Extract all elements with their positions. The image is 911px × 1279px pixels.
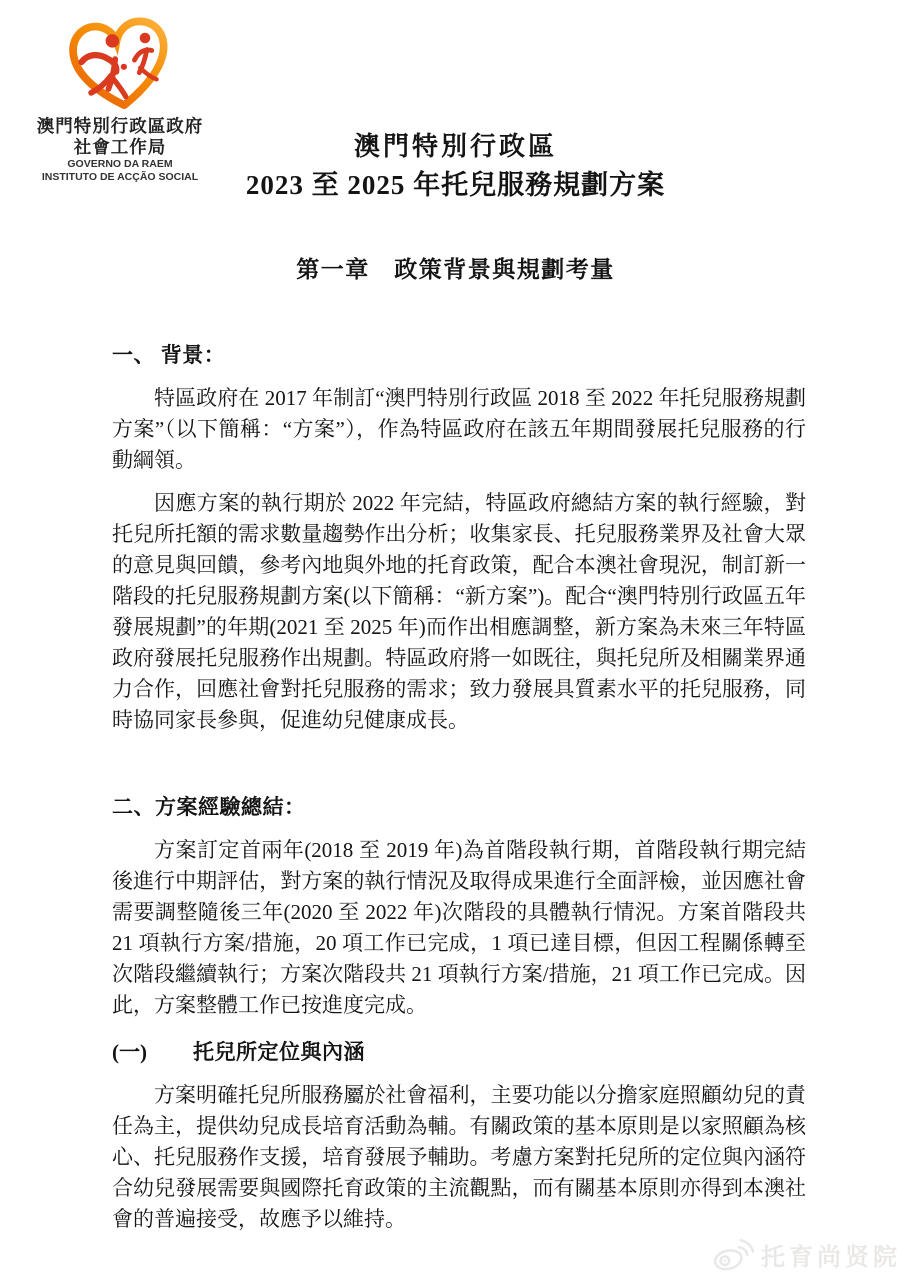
- subsection-1-title: 托兒所定位與內涵: [193, 1040, 365, 1064]
- issuer-logo-block: [28, 12, 212, 183]
- org-name-chinese-line1: 澳門特別行政區政府: [36, 116, 204, 136]
- org-name-portuguese-line1: GOVERNO DA RAEM: [67, 158, 173, 170]
- section-1-paragraph-1: 特區政府在 2017 年制訂“澳門特別行政區 2018 至 2022 年托兒服務規劃方案”（以下簡稱：“方案”），作為特區政府在該五年期間發展托兒服務的行動綱領。: [112, 386, 806, 472]
- org-name-portuguese-line2: INSTITUTO DE ACÇÃO SOCIAL: [41, 170, 199, 183]
- weibo-icon: [712, 1236, 754, 1272]
- chapter-heading: 第一章 政策背景與規劃考量: [296, 257, 615, 282]
- subsection-1-number: (一): [112, 1040, 147, 1064]
- subsection-1-heading: [112, 1037, 806, 1068]
- watermark-text: 托育尚贤院: [761, 1243, 901, 1271]
- document-title-region: 澳門特別行政區: [353, 132, 557, 161]
- watermark: [712, 1236, 901, 1272]
- section-1-heading: 一、 背景：: [112, 343, 226, 367]
- section-1-paragraph-2: 因應方案的執行期於 2022 年完結，特區政府總結方案的執行經驗，對托兒所托額的需求數量趨勢作出分析；收集家長、托兒服務業界及社會大眾的意見與回饋，參考內地與外地的托育政策，配合本澳社會現況，制訂新一階段的托兒服務規劃方案(以下簡稱：“新方案”)。配合“澳門特別行政區五年發展規劃”的年期(2021 至 2025 年)而作出相應調整，新方案為未來三年特區政府發展托兒服務作出規劃。特區政府將一如既往，與托兒所及相關業界通力合作，回應社會對托兒服務的需求；致力發展具質素水平的托兒服務，同時協同家長參與，促進幼兒健康成長。: [112, 491, 806, 732]
- subsection-1-paragraph-1: 方案明確托兒所服務屬於社會福利，主要功能以分擔家庭照顧幼兒的責任為主，提供幼兒成長培育活動為輔。有關政策的基本原則是以家照顧為核心、托兒服務作支援，培育發展予輔助。考慮方案對托兒所的定位與內涵符合幼兒發展需要與國際托育政策的主流觀點，而有關基本原則亦得到本澳社會的普遍接受，故應予以維持。: [112, 1083, 806, 1231]
- section-2-paragraph-1: 方案訂定首兩年(2018 至 2019 年)為首階段執行期，首階段執行期完結後進行中期評估，對方案的執行情況及取得成果進行全面評檢，並因應社會需要調整隨後三年(2020 至 2022 年)次階段的具體執行情況。方案首階段共 21 項執行方案/措施，20 項工作已完成，1 項已達目標，但因工程關係轉至次階段繼續執行；方案次階段共 21 項執行方案/措施，21 項工作已完成。因此，方案整體工作已按進度完成。: [112, 838, 806, 1017]
- document-body: [112, 340, 806, 1235]
- org-name-chinese-line2: 社會工作局: [73, 137, 167, 157]
- document-title-main: 2023 至 2025 年托兒服務規劃方案: [245, 170, 666, 200]
- section-2-heading: 二、方案經驗總結：: [112, 795, 306, 819]
- ias-heart-logo-icon: [61, 12, 179, 114]
